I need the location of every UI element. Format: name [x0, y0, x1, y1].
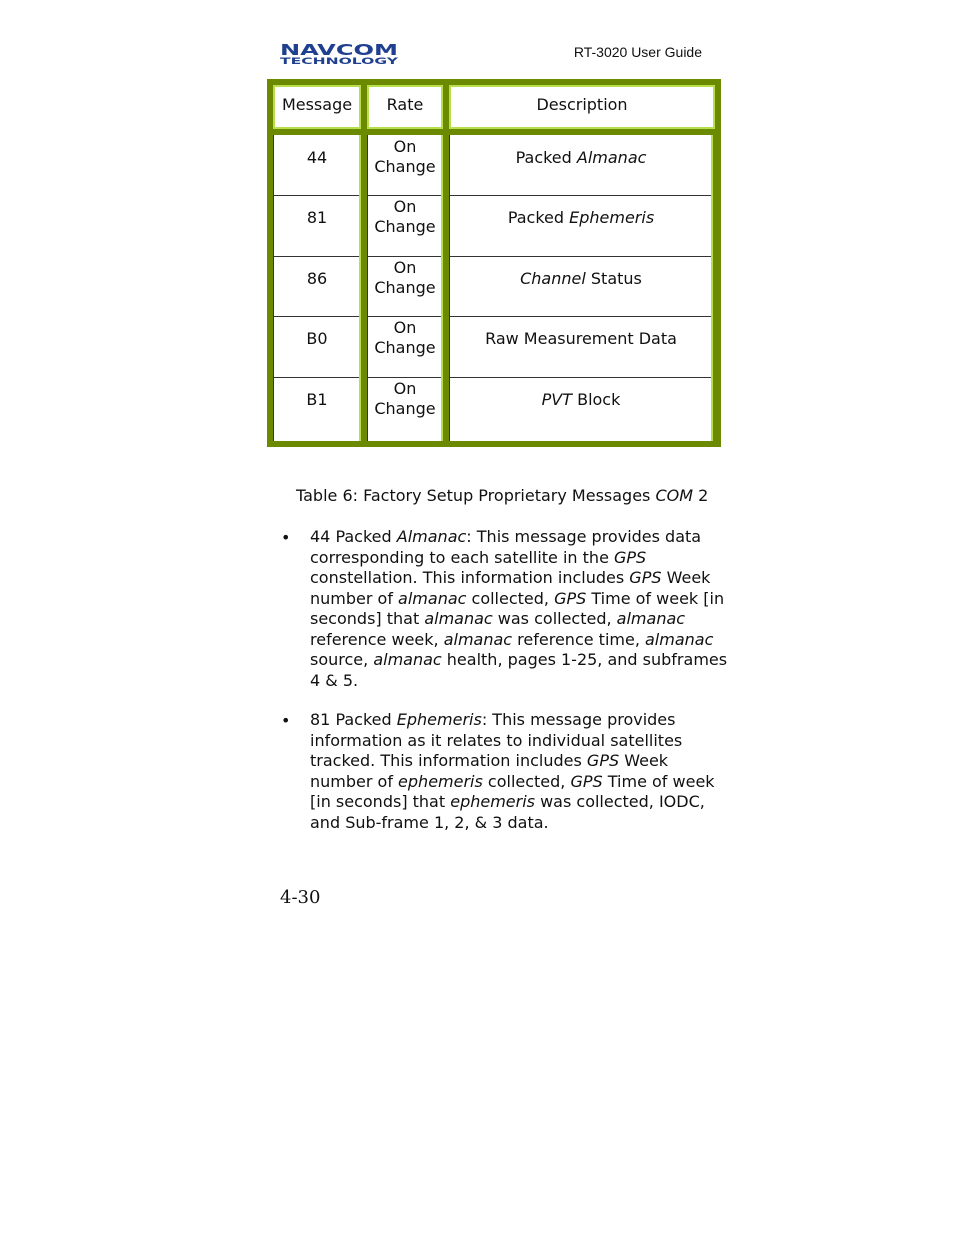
column-accent — [273, 135, 274, 441]
text-line: and Sub-frame 1, 2, & 3 data. — [310, 812, 549, 832]
text-line: number of ephemeris collected, GPS Time of week — [310, 771, 715, 791]
cell-rate: On Change — [367, 135, 443, 195]
row-divider — [273, 256, 361, 257]
svg-text:TECHNOLOGY: TECHNOLOGY — [280, 57, 400, 66]
bullet-paragraph — [310, 527, 728, 691]
row-divider — [367, 316, 443, 317]
text-line: reference week, almanac reference time, almanac — [310, 629, 714, 649]
row-divider — [367, 195, 443, 196]
bullet-paragraph — [310, 710, 715, 833]
messages-table — [267, 79, 721, 447]
row-divider — [449, 316, 713, 317]
bullet-icon: • — [281, 528, 291, 547]
row-divider — [367, 377, 443, 378]
column-header-message: Message — [273, 85, 361, 129]
column-header-description: Description — [449, 85, 715, 129]
row-divider — [449, 256, 713, 257]
cell-description: PVT Block — [449, 377, 713, 441]
text-line: 4 & 5. — [310, 670, 359, 690]
cell-description: Channel Status — [449, 256, 713, 316]
cell-rate: On Change — [367, 195, 443, 255]
cell-message: 81 — [273, 195, 361, 255]
cell-description: Packed Almanac — [449, 135, 713, 195]
text-line: constellation. This information includes GPS Week — [310, 568, 711, 587]
cell-message: 44 — [273, 135, 361, 195]
cell-message: 86 — [273, 256, 361, 316]
cell-description: Raw Measurement Data — [449, 316, 713, 376]
table-caption: Table 6: Factory Setup Proprietary Messages COM 2 — [296, 486, 709, 505]
row-divider — [367, 256, 443, 257]
cell-rate: On Change — [367, 316, 443, 376]
text-line: corresponding to each satellite in the GPS — [310, 547, 647, 567]
row-divider — [273, 195, 361, 196]
text-line: number of almanac collected, GPS Time of week [in — [310, 588, 725, 608]
doc-title: RT-3020 User Guide — [573, 44, 702, 60]
text-line: source, almanac health, pages 1-25, and subframes — [310, 650, 728, 669]
row-divider — [449, 195, 713, 196]
column-accent — [441, 135, 443, 441]
text-line: [in seconds] that ephemeris was collected, IODC, — [310, 792, 705, 811]
column-header-rate: Rate — [367, 85, 443, 129]
bullet-icon: • — [281, 711, 291, 730]
text-line: 81 Packed Ephemeris: This message provides — [310, 710, 676, 729]
cell-rate: On Change — [367, 377, 443, 441]
column-accent — [367, 135, 368, 441]
cell-message: B1 — [273, 377, 361, 441]
cell-description: Packed Ephemeris — [449, 195, 713, 255]
column-accent — [359, 135, 361, 441]
page-number: 4-30 — [280, 887, 321, 908]
column-accent — [449, 135, 450, 441]
row-divider — [273, 377, 361, 378]
row-divider — [273, 316, 361, 317]
navcom-logo — [280, 42, 400, 66]
text-line: information as it relates to individual satellites — [310, 730, 683, 750]
cell-rate: On Change — [367, 256, 443, 316]
column-accent — [711, 135, 713, 441]
text-line: tracked. This information includes GPS Week — [310, 751, 669, 770]
svg-text:NAVCOM: NAVCOM — [280, 42, 398, 59]
text-line: 44 Packed Almanac: This message provides data — [310, 527, 702, 546]
cell-message: B0 — [273, 316, 361, 376]
text-line: seconds] that almanac was collected, almanac — [310, 609, 686, 628]
row-divider — [449, 377, 713, 378]
